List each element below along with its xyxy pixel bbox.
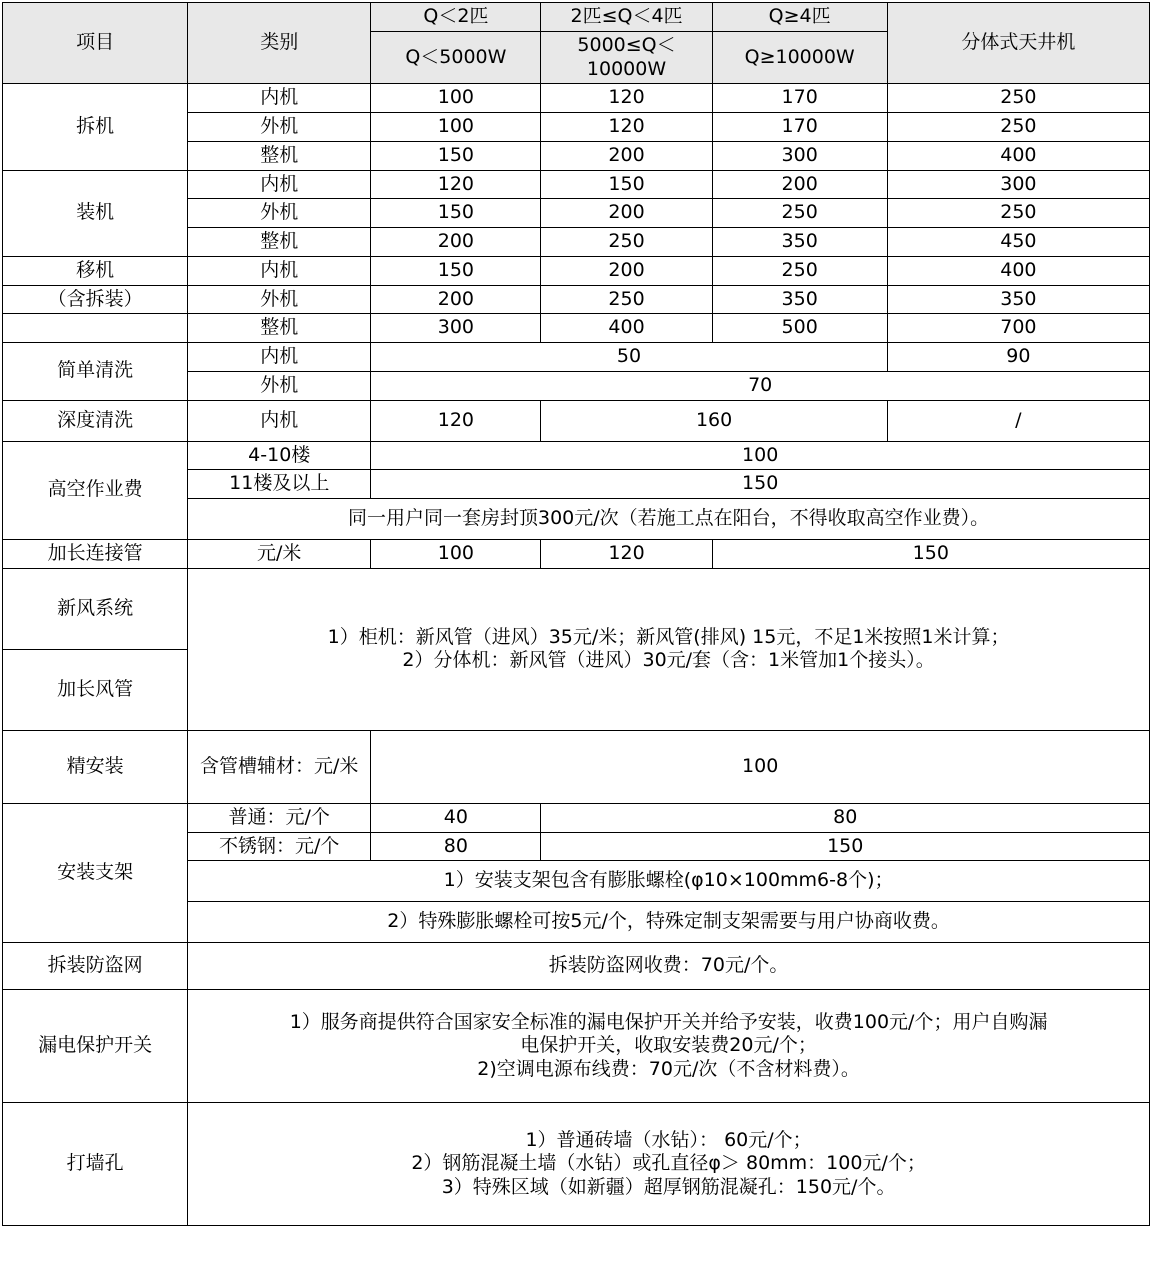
leakage-switch-note-line2: 电保护开关，收取安装费20元/个； (520, 1034, 817, 1057)
bracket-stainless-v1: 80 (371, 832, 541, 861)
wall-hole-note-line2: 2）钢筋混凝土墙（水钻）或孔直径φ＞ 80mm：100元/个； (411, 1152, 926, 1175)
move-indoor-v3: 250 (712, 256, 887, 285)
table-header-row-1 (3, 3, 1150, 32)
header-category: 类别 (188, 3, 371, 84)
dismantle-outdoor-v1: 100 (371, 113, 541, 142)
row-bracket-normal (3, 803, 1150, 832)
wall-hole-note (188, 1103, 1150, 1226)
label-dismantle-whole: 整机 (188, 141, 371, 170)
header-col-q-lt-5000: Q＜5000W (371, 31, 541, 84)
label-install-outdoor: 外机 (188, 199, 371, 228)
label-simple-clean: 简单清洗 (3, 343, 188, 401)
label-bracket-stainless: 不锈钢：元/个 (188, 832, 371, 861)
row-fine-install (3, 730, 1150, 803)
simple-clean-indoor-span: 50 (371, 343, 887, 372)
dismantle-indoor-v1: 100 (371, 84, 541, 113)
deep-clean-v1: 120 (371, 400, 541, 441)
install-whole-v4: 450 (887, 228, 1149, 257)
label-floor-4-10: 4-10楼 (188, 441, 371, 470)
move-outdoor-v1: 200 (371, 285, 541, 314)
label-high-altitude: 高空作业费 (3, 441, 188, 540)
label-move-indoor: 内机 (188, 256, 371, 285)
label-move-2: （含拆装） (3, 285, 188, 314)
header-group-2-to-4: 2匹≤Q＜4匹 (541, 3, 712, 32)
label-ext-duct: 加长风管 (3, 649, 188, 730)
header-col-5000-10000: 5000≤Q＜10000W (541, 31, 712, 84)
dismantle-indoor-v3: 170 (712, 84, 887, 113)
label-fine-install-unit: 含管槽辅材：元/米 (188, 730, 371, 803)
dismantle-whole-v1: 150 (371, 141, 541, 170)
header-group-q-lt-2: Q＜2匹 (371, 3, 541, 32)
header-group-q-ge-4: Q≥4匹 (712, 3, 887, 32)
fresh-air-note-line1: 1）柜机：新风管（进风）35元/米；新风管(排风) 15元，不足1米按照1米计算； (327, 625, 1010, 648)
header-item: 项目 (3, 3, 188, 84)
row-move-outdoor (3, 285, 1150, 314)
label-dismantle-indoor: 内机 (188, 84, 371, 113)
dismantle-indoor-v4: 250 (887, 84, 1149, 113)
label-move-outdoor: 外机 (188, 285, 371, 314)
header-col-q-ge-10000: Q≥10000W (712, 31, 887, 84)
row-anti-theft-net (3, 943, 1150, 990)
label-install: 装机 (3, 170, 188, 256)
install-whole-v1: 200 (371, 228, 541, 257)
label-fine-install: 精安装 (3, 730, 188, 803)
deep-clean-v4: / (887, 400, 1149, 441)
label-deep-clean-indoor: 内机 (188, 400, 371, 441)
label-dismantle-outdoor: 外机 (188, 113, 371, 142)
wall-hole-note-line1: 1）普通砖墙（水钻）： 60元/个； (525, 1128, 812, 1151)
install-indoor-v2: 150 (541, 170, 712, 199)
label-floor-11-up: 11楼及以上 (188, 470, 371, 499)
install-outdoor-v4: 250 (887, 199, 1149, 228)
row-install-indoor (3, 170, 1150, 199)
simple-clean-indoor-v4: 90 (887, 343, 1149, 372)
row-fresh-air (3, 568, 1150, 649)
row-deep-clean-indoor (3, 400, 1150, 441)
ext-pipe-v1: 100 (371, 540, 541, 569)
dismantle-whole-v2: 200 (541, 141, 712, 170)
move-whole-v1: 300 (371, 314, 541, 343)
row-simple-clean-indoor (3, 343, 1150, 372)
row-leakage-switch (3, 990, 1150, 1103)
install-whole-v2: 250 (541, 228, 712, 257)
install-outdoor-v1: 150 (371, 199, 541, 228)
install-indoor-v3: 200 (712, 170, 887, 199)
row-move-indoor (3, 256, 1150, 285)
label-leakage-switch: 漏电保护开关 (3, 990, 188, 1103)
bracket-normal-v1: 40 (371, 803, 541, 832)
label-ext-pipe: 加长连接管 (3, 540, 188, 569)
install-outdoor-v3: 250 (712, 199, 887, 228)
move-whole-v2: 400 (541, 314, 712, 343)
high-altitude-11-up-value: 150 (371, 470, 1150, 499)
move-outdoor-v4: 350 (887, 285, 1149, 314)
leakage-switch-note-line1: 1）服务商提供符合国家安全标准的漏电保护开关并给予安装，收费100元/个；用户自购漏 (289, 1010, 1048, 1033)
label-bracket-normal: 普通：元/个 (188, 803, 371, 832)
row-dismantle-indoor (3, 84, 1150, 113)
dismantle-indoor-v2: 120 (541, 84, 712, 113)
service-price-table (2, 2, 1150, 1226)
label-install-whole: 整机 (188, 228, 371, 257)
bracket-normal-v2: 80 (541, 803, 1150, 832)
dismantle-whole-v3: 300 (712, 141, 887, 170)
label-bracket: 安装支架 (3, 803, 188, 943)
high-altitude-note: 同一用户同一套房封顶300元/次（若施工点在阳台，不得收取高空作业费）。 (188, 499, 1150, 540)
install-indoor-v1: 120 (371, 170, 541, 199)
move-outdoor-v3: 350 (712, 285, 887, 314)
simple-clean-outdoor-all: 70 (371, 371, 1150, 400)
dismantle-outdoor-v2: 120 (541, 113, 712, 142)
move-indoor-v1: 150 (371, 256, 541, 285)
install-outdoor-v2: 200 (541, 199, 712, 228)
deep-clean-v23: 160 (541, 400, 887, 441)
ext-pipe-v34: 150 (712, 540, 1149, 569)
label-move-1: 移机 (3, 256, 188, 285)
move-indoor-v2: 200 (541, 256, 712, 285)
label-ext-pipe-unit: 元/米 (188, 540, 371, 569)
wall-hole-note-line3: 3）特殊区域（如新疆）超厚钢筋混凝孔：150元/个。 (441, 1176, 896, 1199)
label-simple-clean-indoor: 内机 (188, 343, 371, 372)
install-indoor-v4: 300 (887, 170, 1149, 199)
fresh-air-note (188, 568, 1150, 730)
label-wall-hole: 打墙孔 (3, 1103, 188, 1226)
bracket-note-2: 2）特殊膨胀螺栓可按5元/个，特殊定制支架需要与用户协商收费。 (188, 902, 1150, 943)
bracket-note-1: 1）安装支架包含有膨胀螺栓(φ10×100mm6-8个)； (188, 861, 1150, 902)
move-whole-v4: 700 (887, 314, 1149, 343)
leakage-switch-note-line3: 2)空调电源布线费：70元/次（不含材料费）。 (477, 1058, 860, 1081)
label-move-whole: 整机 (188, 314, 371, 343)
fresh-air-note-line2: 2）分体机：新风管（进风）30元/套（含：1米管加1个接头）。 (402, 649, 935, 672)
label-anti-theft-net: 拆装防盗网 (3, 943, 188, 990)
label-deep-clean: 深度清洗 (3, 400, 188, 441)
leakage-switch-note (188, 990, 1150, 1103)
label-dismantle: 拆机 (3, 84, 188, 170)
move-whole-v3: 500 (712, 314, 887, 343)
move-outdoor-v2: 250 (541, 285, 712, 314)
dismantle-whole-v4: 400 (887, 141, 1149, 170)
dismantle-outdoor-v4: 250 (887, 113, 1149, 142)
dismantle-outdoor-v3: 170 (712, 113, 887, 142)
bracket-stainless-v2: 150 (541, 832, 1150, 861)
row-ext-pipe (3, 540, 1150, 569)
move-indoor-v4: 400 (887, 256, 1149, 285)
ext-pipe-v2: 120 (541, 540, 712, 569)
label-fresh-air: 新风系统 (3, 568, 188, 649)
label-simple-clean-outdoor: 外机 (188, 371, 371, 400)
header-cassette: 分体式天井机 (887, 3, 1149, 84)
anti-theft-net-note: 拆装防盗网收费：70元/个。 (188, 943, 1150, 990)
high-altitude-4-10-value: 100 (371, 441, 1150, 470)
row-wall-hole (3, 1103, 1150, 1226)
install-whole-v3: 350 (712, 228, 887, 257)
label-install-indoor: 内机 (188, 170, 371, 199)
label-move-3 (3, 314, 188, 343)
row-move-whole (3, 314, 1150, 343)
fine-install-value: 100 (371, 730, 1150, 803)
row-high-altitude-4-10 (3, 441, 1150, 470)
price-table-sheet (0, 2, 1152, 1226)
